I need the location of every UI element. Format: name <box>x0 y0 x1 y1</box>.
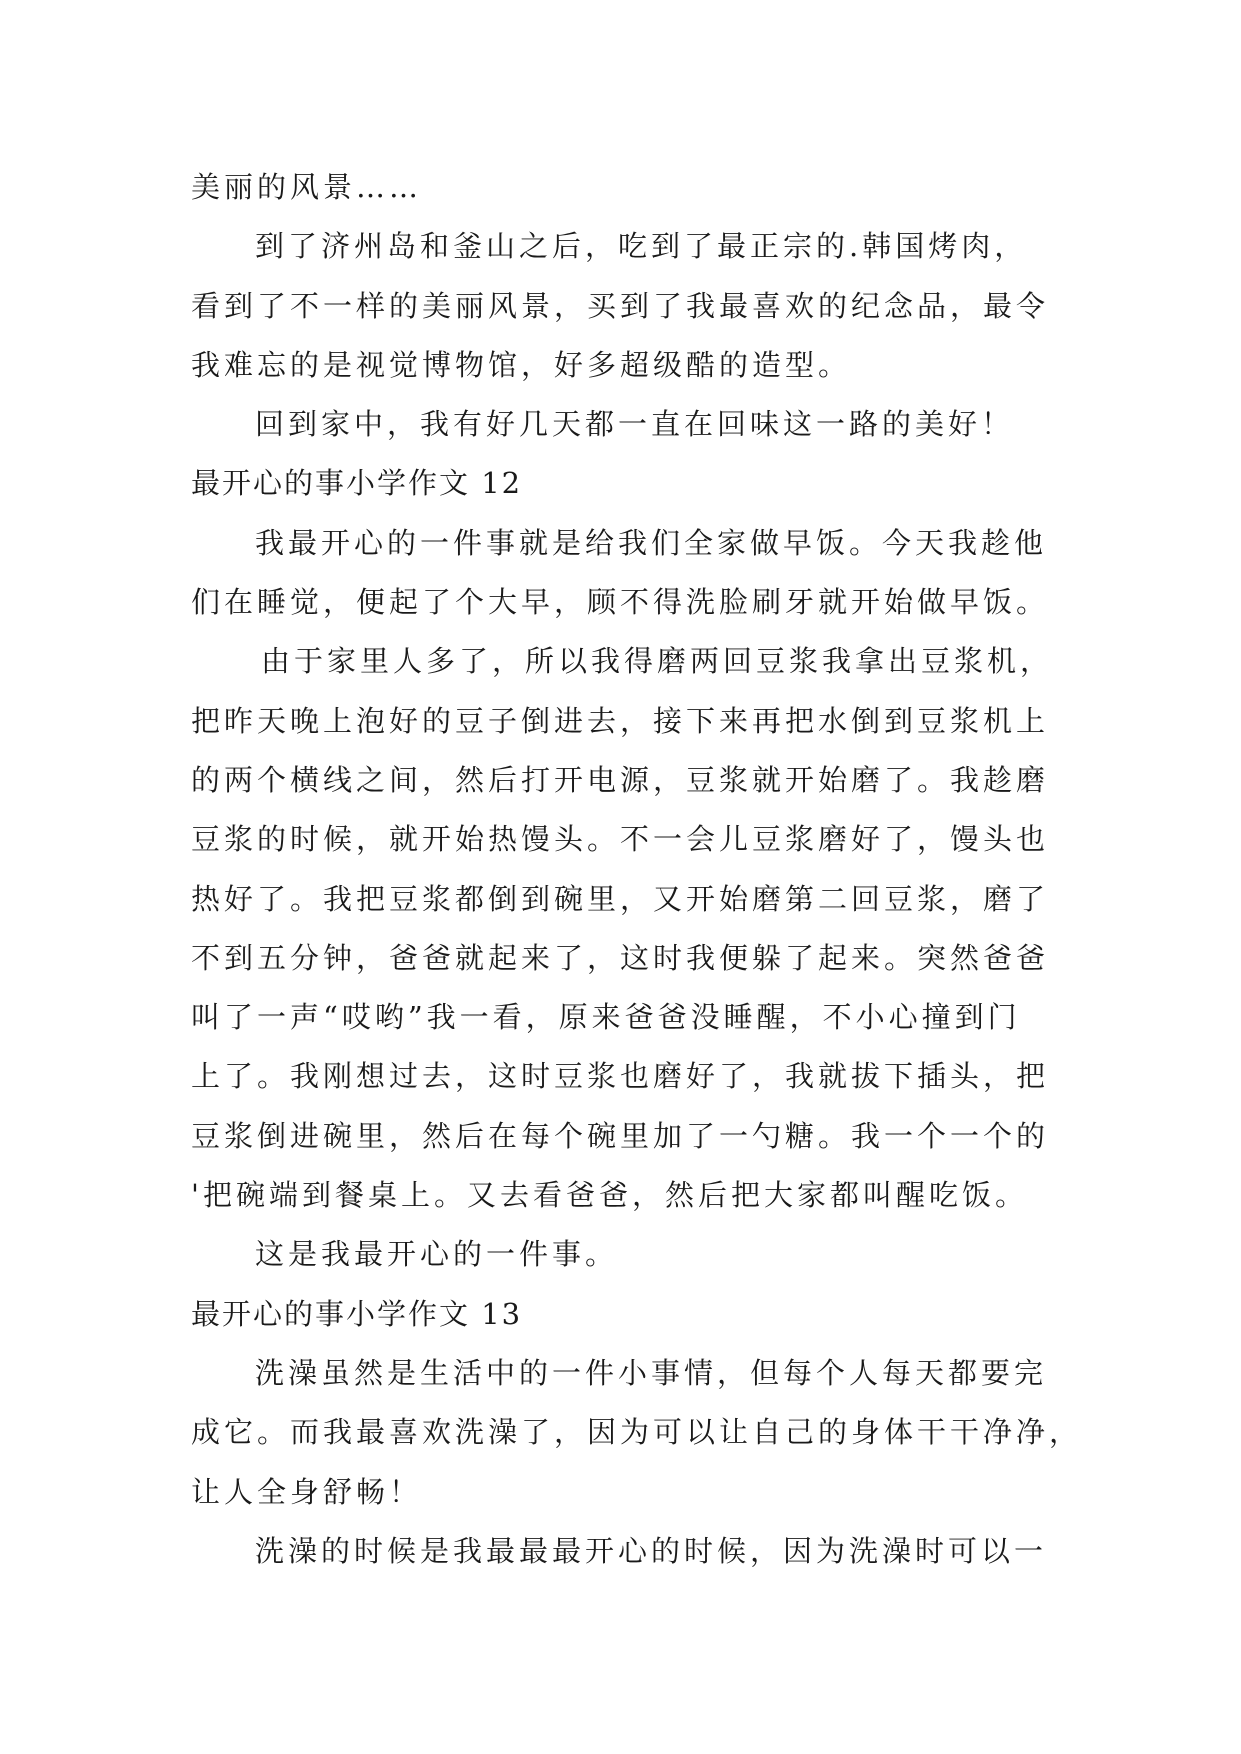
text-line: 上了。我刚想过去，这时豆浆也磨好了，我就拔下插头，把 <box>191 1059 1050 1094</box>
paragraph-start-line: 由于家里人多了，所以我得磨两回豆浆我拿出豆浆机， <box>261 644 1054 679</box>
essay-text <box>191 158 1083 1581</box>
text-line: 豆浆倒进碗里，然后在每个碗里加了一勺糖。我一个一个的 <box>191 1118 1050 1153</box>
text-line: 让人全身舒畅！ <box>191 1474 423 1509</box>
text-line: 们在睡觉，便起了个大早，顾不得洗脸刷牙就开始做早饭。 <box>191 585 1050 620</box>
text-line: '把碗端到餐桌上。又去看爸爸，然后把大家都叫醒吃饭。 <box>191 1178 1028 1213</box>
paragraph-start-line: 洗澡虽然是生活中的一件小事情，但每个人每天都要完 <box>255 1355 1048 1390</box>
paragraph-start-line: 到了济州岛和釜山之后，吃到了最正宗的.韩国烤肉， <box>255 229 1028 264</box>
paragraph-start-line: 回到家中，我有好几天都一直在回味这一路的美好！ <box>255 407 1015 442</box>
text-line: 美丽的风景…… <box>191 170 423 204</box>
text-line: 的两个横线之间，然后打开电源，豆浆就开始磨了。我趁磨 <box>191 762 1050 797</box>
paragraph-start-line: 我最开心的一件事就是给我们全家做早饭。今天我趁他 <box>255 525 1048 560</box>
paragraph-start-line: 洗澡的时候是我最最最开心的时候，因为洗澡时可以一 <box>255 1533 1048 1568</box>
essay-heading-12: 最开心的事小学作文 12 <box>191 466 523 501</box>
essay-heading-13: 最开心的事小学作文 13 <box>191 1296 523 1331</box>
text-line: 我难忘的是视觉博物馆，好多超级酷的造型。 <box>191 347 852 382</box>
text-line: 叫了一声“哎哟”我一看，原来爸爸没睡醒，不小心撞到门 <box>191 1000 1021 1035</box>
text-line: 把昨天晚上泡好的豆子倒进去，接下来再把水倒到豆浆机上 <box>191 703 1050 738</box>
text-line: 热好了。我把豆浆都倒到碗里，又开始磨第二回豆浆，磨了 <box>191 881 1050 916</box>
paragraph-start-line: 这是我最开心的一件事。 <box>255 1237 619 1272</box>
text-line: 成它。而我最喜欢洗澡了，因为可以让自己的身体干干净净， <box>191 1415 1083 1450</box>
text-line: 豆浆的时候，就开始热馒头。不一会儿豆浆磨好了，馒头也 <box>191 822 1050 857</box>
text-line: 看到了不一样的美丽风景，买到了我最喜欢的纪念品，最令 <box>191 288 1050 323</box>
text-line: 不到五分钟，爸爸就起来了，这时我便躲了起来。突然爸爸 <box>191 940 1050 975</box>
